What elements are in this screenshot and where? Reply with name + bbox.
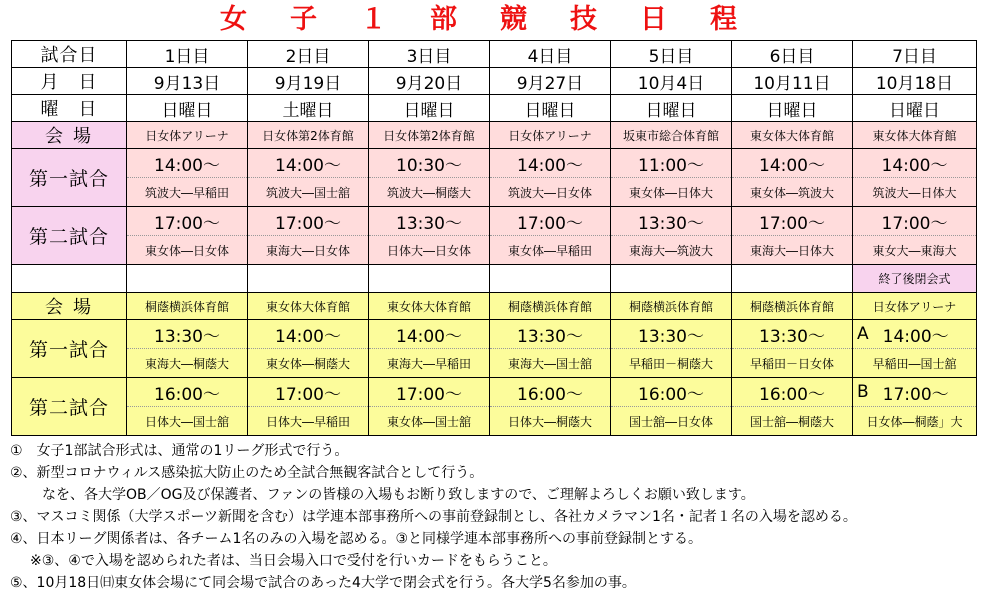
note-item: ②、新型コロナウィルス感染拡大防止のため全試合無観客試合として行う。	[10, 465, 484, 481]
weekday-cell: 日曜日	[127, 95, 248, 122]
second-match-label: 第二試合	[12, 207, 127, 265]
date-cell: 9月19日	[248, 68, 369, 95]
venue-cell: 日女体第2体育館	[248, 122, 369, 149]
row-label: 曜 日	[12, 95, 127, 122]
note-item: ③、マスコミ関係（大学スポーツ新聞を含む）は学連本部事務所への事前登録制とし、各社カメラマン1名・記者１名の入場を認める。	[10, 509, 857, 525]
day-cell: 1日目	[127, 41, 248, 68]
notes-section	[10, 440, 995, 594]
match-cell	[732, 320, 853, 378]
match-cell	[248, 320, 369, 378]
row-label: 月 日	[12, 68, 127, 95]
match-pair: 筑波大―早稲田	[144, 185, 229, 200]
weekday-cell: 日曜日	[853, 95, 977, 122]
first-match-row-b	[12, 320, 977, 378]
match-pair: 東海大―日体大	[749, 243, 834, 258]
match-pair: 東女体―国士舘	[386, 414, 471, 429]
match-pair: 東女体―日女体	[144, 243, 229, 258]
match-cell	[853, 378, 977, 436]
match-time: 16:00～	[611, 378, 731, 407]
match-cell	[611, 149, 732, 207]
match-day-row	[12, 41, 977, 68]
weekday-cell: 日曜日	[369, 95, 490, 122]
empty-cell	[611, 265, 732, 293]
page-title: 女子１部競技日程	[220, 4, 780, 35]
match-cell	[853, 320, 977, 378]
date-cell: 9月13日	[127, 68, 248, 95]
second-match-label: 第二試合	[12, 378, 127, 436]
match-cell	[369, 320, 490, 378]
match-time-tagged	[853, 378, 976, 407]
match-cell	[853, 207, 977, 265]
match-pair: 東女体―桐蔭大	[265, 356, 350, 371]
match-pair: 東海大―早稲田	[386, 356, 471, 371]
match-pair: 早稲田―国士舘	[872, 356, 957, 371]
closing-ceremony-row	[12, 265, 977, 293]
match-pair: 日体大―国士舘	[144, 414, 229, 429]
empty-cell	[127, 265, 248, 293]
match-cell	[611, 207, 732, 265]
venue-cell: 桐蔭横浜体育館	[127, 293, 248, 320]
match-time: 17:00～	[732, 207, 852, 236]
match-time: 16:00～	[490, 378, 610, 407]
match-time: 14:00～	[732, 149, 852, 178]
match-time-tagged	[853, 320, 976, 349]
match-time: 14:00～	[127, 149, 247, 178]
match-time: 13:30～	[490, 320, 610, 349]
match-time: 11:00～	[611, 149, 731, 178]
venue-cell: 東女体大体育館	[732, 122, 853, 149]
match-time: 13:30～	[611, 207, 731, 236]
match-pair: 国士舘―桐蔭大	[749, 414, 834, 429]
weekday-cell: 日曜日	[490, 95, 611, 122]
venue-label: 会場	[12, 293, 127, 320]
match-tag: B	[857, 382, 869, 402]
venue-cell: 東女体大体育館	[369, 293, 490, 320]
match-pair: 筑波大―国士舘	[265, 185, 350, 200]
second-match-row-a	[12, 207, 977, 265]
date-cell: 10月4日	[611, 68, 732, 95]
empty-cell	[12, 265, 127, 293]
match-time: 13:30～	[732, 320, 852, 349]
match-time: 17:00～	[248, 207, 368, 236]
match-cell	[732, 149, 853, 207]
match-pair: 筑波大―日体大	[872, 185, 957, 200]
venue-row-a	[12, 122, 977, 149]
match-cell	[490, 207, 611, 265]
match-cell	[611, 378, 732, 436]
note-item: なを、各大学OB／OG及び保護者、ファンの皆様の入場もお断り致しますので、ご理解よろしくお願い致します。	[42, 487, 755, 503]
match-pair: 東海大―日女体	[265, 243, 350, 258]
venue-cell: 日女体アリーナ	[853, 293, 977, 320]
date-row	[12, 68, 977, 95]
match-pair: 東海大―筑波大	[628, 243, 713, 258]
date-cell: 10月18日	[853, 68, 977, 95]
match-time: 17:00～	[248, 378, 368, 407]
match-time: 13:30～	[127, 320, 247, 349]
match-pair: 東海大―桐蔭大	[144, 356, 229, 371]
venue-cell: 東女体大体育館	[248, 293, 369, 320]
match-pair: 東海大―国士舘	[507, 356, 592, 371]
match-pair: 日体大―桐蔭大	[507, 414, 592, 429]
match-cell	[369, 378, 490, 436]
weekday-cell: 日曜日	[611, 95, 732, 122]
day-cell: 6日目	[732, 41, 853, 68]
match-cell	[732, 207, 853, 265]
match-cell	[127, 207, 248, 265]
note-item: ※③、④で入場を認められた者は、当日会場入口で受付を行いカードをもらうこと。	[30, 553, 557, 569]
venue-cell: 日女体第2体育館	[369, 122, 490, 149]
date-cell: 9月20日	[369, 68, 490, 95]
empty-cell	[732, 265, 853, 293]
venue-row-b	[12, 293, 977, 320]
match-cell	[732, 378, 853, 436]
match-cell	[127, 378, 248, 436]
match-pair: 早稲田－桐蔭大	[628, 356, 713, 371]
venue-cell: 桐蔭横浜体育館	[611, 293, 732, 320]
match-time: 17:00～	[127, 207, 247, 236]
match-time: 14:00～	[248, 320, 368, 349]
date-cell: 9月27日	[490, 68, 611, 95]
first-match-label: 第一試合	[12, 149, 127, 207]
match-cell	[369, 207, 490, 265]
match-time: 13:30～	[369, 207, 489, 236]
match-pair: 国士舘―日女体	[628, 414, 713, 429]
weekday-cell: 日曜日	[732, 95, 853, 122]
venue-cell: 東女体大体育館	[853, 122, 977, 149]
schedule-table	[11, 40, 977, 436]
day-cell: 5日目	[611, 41, 732, 68]
weekday-row	[12, 95, 977, 122]
match-time: 17:00～	[369, 378, 489, 407]
match-time: 14:00～	[248, 149, 368, 178]
venue-cell: 坂東市総合体育館	[611, 122, 732, 149]
match-pair: 東女大―東海大	[872, 243, 957, 258]
venue-cell: 桐蔭横浜体育館	[490, 293, 611, 320]
match-pair: 日体大―日女体	[386, 243, 471, 258]
match-time: 14:00～	[853, 149, 976, 178]
match-cell	[490, 149, 611, 207]
venue-cell: 日女体アリーナ	[490, 122, 611, 149]
date-cell: 10月11日	[732, 68, 853, 95]
empty-cell	[369, 265, 490, 293]
match-cell	[127, 149, 248, 207]
match-cell	[248, 378, 369, 436]
note-item: ⑤、10月18日㈰東女体会場にて同会場で試合のあった4大学で閉会式を行う。各大学5名参加の事。	[10, 575, 636, 591]
match-tag: A	[857, 324, 869, 344]
match-cell	[853, 149, 977, 207]
match-time: 16:00～	[127, 378, 247, 407]
weekday-cell: 土曜日	[248, 95, 369, 122]
match-time: 16:00～	[732, 378, 852, 407]
match-cell	[611, 320, 732, 378]
first-match-label: 第一試合	[12, 320, 127, 378]
venue-cell: 日女体アリーナ	[127, 122, 248, 149]
match-time: 14:00～	[882, 326, 949, 347]
row-label: 試合日	[12, 41, 127, 68]
first-match-row-a	[12, 149, 977, 207]
venue-label: 会場	[12, 122, 127, 149]
match-time: 13:30～	[611, 320, 731, 349]
match-time: 17:00～	[490, 207, 610, 236]
empty-cell	[490, 265, 611, 293]
match-pair: 日体大―早稲田	[265, 414, 350, 429]
second-match-row-b	[12, 378, 977, 436]
match-pair: 日女体―桐蔭」大	[866, 414, 963, 429]
match-cell	[490, 320, 611, 378]
match-time: 14:00～	[369, 320, 489, 349]
day-cell: 3日目	[369, 41, 490, 68]
venue-cell: 桐蔭横浜体育館	[732, 293, 853, 320]
match-pair: 早稲田－日女体	[749, 356, 834, 371]
day-cell: 4日目	[490, 41, 611, 68]
empty-cell	[248, 265, 369, 293]
match-pair: 筑波大―日女体	[507, 185, 592, 200]
match-pair: 東女体―筑波大	[749, 185, 834, 200]
note-item: ④、日本リーグ関係者は、各チーム1名のみの入場を認める。③と同様学連本部事務所への事前登録制とする。	[10, 531, 703, 547]
note-item: ① 女子1部試合形式は、通常の1リーグ形式で行う。	[10, 443, 349, 459]
match-cell	[369, 149, 490, 207]
match-cell	[490, 378, 611, 436]
match-time: 14:00～	[490, 149, 610, 178]
match-time: 17:00～	[882, 384, 949, 405]
match-pair: 東女体―日体大	[628, 185, 713, 200]
match-cell	[248, 149, 369, 207]
match-pair: 筑波大―桐蔭大	[386, 185, 471, 200]
match-cell	[248, 207, 369, 265]
day-cell: 2日目	[248, 41, 369, 68]
match-cell	[127, 320, 248, 378]
day-cell: 7日目	[853, 41, 977, 68]
match-time: 10:30～	[369, 149, 489, 178]
match-time: 17:00～	[853, 207, 976, 236]
closing-ceremony-cell: 終了後閉会式	[853, 265, 977, 293]
match-pair: 東女体―早稲田	[507, 243, 592, 258]
